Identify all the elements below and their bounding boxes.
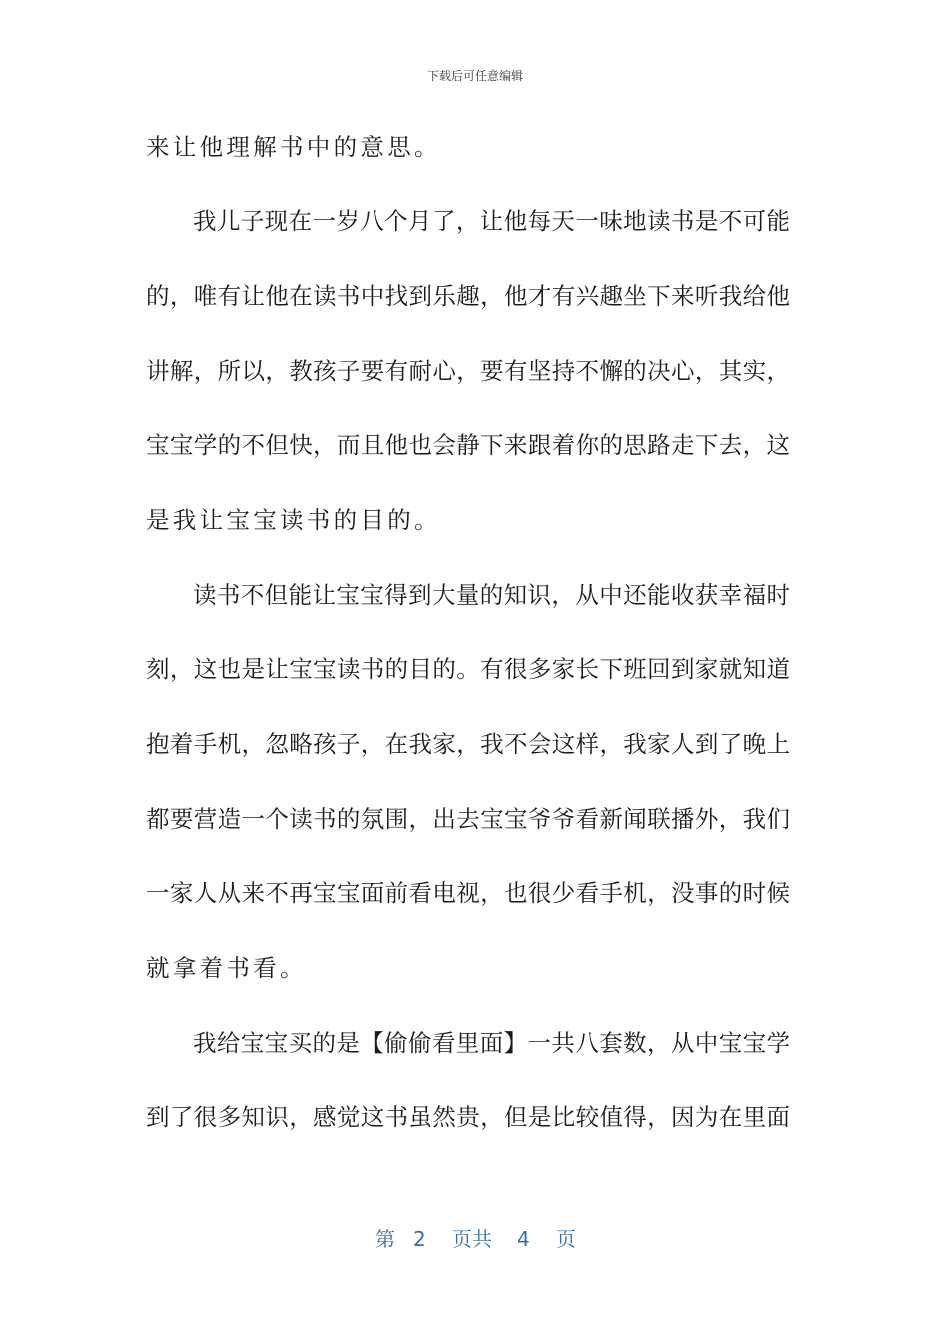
text-line: 都要营造一个读书的氛围，出去宝宝爷爷看新闻联播外，我们 <box>146 805 790 833</box>
footer-total-pages: 4 <box>517 1227 530 1251</box>
paragraph-first-line: 读书不但能让宝宝得到大量的知识，从中还能收获幸福时 <box>193 581 790 609</box>
text-line: 到了很多知识，感觉这书虽然贵，但是比较值得，因为在里面 <box>146 1103 790 1131</box>
page-number-footer <box>0 1223 950 1255</box>
page-header-note: 下载后可任意编辑 <box>426 69 523 83</box>
paragraph-first-line: 我给宝宝买的是【偷偷看里面】一共八套数，从中宝宝学 <box>193 1029 790 1057</box>
text-line: 抱着手机，忽略孩子，在我家，我不会这样，我家人到了晚上 <box>146 730 790 758</box>
text-line: 就拿着书看。 <box>146 954 307 982</box>
paragraph-first-line: 我儿子现在一岁八个月了，让他每天一味地读书是不可能 <box>193 207 790 235</box>
footer-current-page: 2 <box>413 1227 426 1251</box>
text-line: 一家人从来不再宝宝面前看电视，也很少看手机，没事的时候 <box>146 879 790 907</box>
text-line: 来让他理解书中的意思。 <box>146 133 441 161</box>
footer-label-ye: 页 <box>556 1227 576 1251</box>
text-line: 是我让宝宝读书的目的。 <box>146 506 441 534</box>
footer-label-ye-gong: 页共 <box>452 1227 492 1251</box>
text-line: 的，唯有让他在读书中找到乐趣，他才有兴趣坐下来听我给他 <box>146 282 790 310</box>
text-line: 刻，这也是让宝宝读书的目的。有很多家长下班回到家就知道 <box>146 655 790 683</box>
text-line: 讲解，所以，教孩子要有耐心，要有坚持不懈的决心，其实， <box>146 357 790 385</box>
footer-label-di: 第 <box>375 1227 395 1251</box>
text-line: 宝宝学的不但快，而且他也会静下来跟着你的思路走下去，这 <box>146 431 790 459</box>
